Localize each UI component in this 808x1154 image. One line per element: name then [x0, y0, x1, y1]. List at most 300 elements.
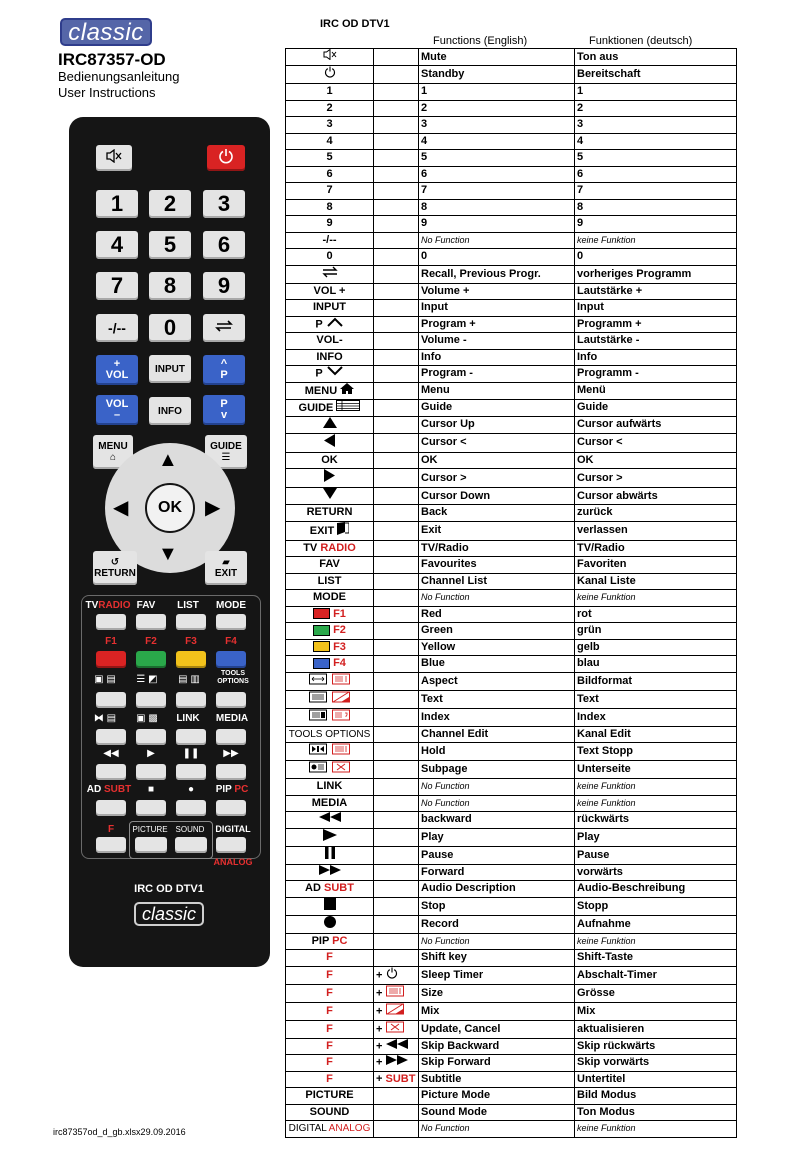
rewind-icon: ◀◀ [103, 748, 119, 759]
modifier-cell [374, 540, 419, 557]
function-english: Subpage [419, 761, 575, 779]
modifier-cell [374, 333, 419, 350]
remote-label-f: F [107, 824, 115, 835]
function-german: Shift-Taste [575, 950, 737, 967]
home-icon [340, 383, 354, 399]
modifier-label-red: SUBT [385, 1072, 416, 1085]
key-cell [286, 639, 374, 656]
table-row [286, 300, 737, 317]
remote-mode-button[interactable] [216, 614, 246, 630]
modifier-cell [374, 690, 419, 708]
remote-label-fav: FAV [136, 600, 156, 611]
table-row [286, 557, 737, 574]
key-label: MENU [304, 384, 338, 397]
key-label-red: F [326, 951, 333, 964]
remote-key-6[interactable]: 6 [203, 231, 245, 259]
function-english: Update, Cancel [419, 1020, 575, 1038]
function-english: Cursor < [419, 433, 575, 452]
modifier-cell [374, 1121, 419, 1138]
table-row [286, 795, 737, 812]
function-german: Skip vorwärts [575, 1055, 737, 1072]
remote-label-list: LIST [177, 600, 199, 611]
function-german: Bild Modus [575, 1088, 737, 1105]
key-cell [286, 779, 374, 796]
key-cell [286, 66, 374, 84]
function-german: Skip rückwärts [575, 1038, 737, 1055]
key-cell [286, 1038, 374, 1055]
column-header-german: Funktionen (deutsch) [589, 35, 693, 47]
table-row [286, 1020, 737, 1038]
key-label: 7 [326, 184, 333, 197]
key-label: 8 [326, 200, 333, 213]
modifier-cell [374, 433, 419, 452]
function-english: backward [419, 812, 575, 829]
table-row [286, 521, 737, 540]
function-german: keine Funktion [575, 1121, 737, 1138]
model-title: IRC87357-OD [58, 50, 166, 69]
table-row [286, 150, 737, 167]
color-swatch [313, 658, 330, 669]
remote-pause-button[interactable] [176, 764, 206, 780]
key-label: 1 [326, 85, 333, 98]
key-cell [286, 708, 374, 726]
remote-rewind-button[interactable] [96, 764, 126, 780]
modifier-cell [374, 349, 419, 366]
arrow-up-icon [323, 417, 337, 433]
exit-icon [337, 522, 349, 540]
rewind-icon [319, 812, 341, 827]
function-german: vorwärts [575, 864, 737, 881]
modifier-cell [374, 1055, 419, 1072]
remote-key-8[interactable]: 8 [149, 272, 191, 300]
modifier-cell [374, 761, 419, 779]
key-label: PIP [311, 934, 330, 947]
modifier-cell [374, 933, 419, 950]
function-german: keine Funktion [575, 933, 737, 950]
remote-program-down-button[interactable] [203, 395, 245, 425]
remote-f-button[interactable] [96, 837, 126, 853]
function-german: Cursor aufwärts [575, 416, 737, 433]
key-label: F2 [333, 624, 346, 637]
table-row [286, 1104, 737, 1121]
text-icon: ☰ ◩ [136, 674, 158, 685]
remote-info-button[interactable]: INFO [149, 397, 191, 425]
function-german: 3 [575, 117, 737, 134]
function-english: Back [419, 505, 575, 522]
remote-brand-logo: classic [134, 902, 204, 926]
plus-sign: + [376, 986, 383, 999]
function-german: Grösse [575, 984, 737, 1002]
remote-aspect-button[interactable] [96, 692, 126, 708]
modifier-cell [374, 557, 419, 574]
function-german: Lautstärke - [575, 333, 737, 350]
key-cell [286, 150, 374, 167]
key-cell [286, 557, 374, 574]
function-german: Cursor < [575, 433, 737, 452]
key-cell [286, 521, 374, 540]
play-icon [323, 829, 337, 846]
remote-return-button[interactable] [93, 551, 137, 585]
function-english: Yellow [419, 639, 575, 656]
key-label-red: F [326, 1056, 333, 1069]
key-cell [286, 897, 374, 915]
remote-ok-button[interactable]: OK [145, 483, 195, 533]
function-english: Mix [419, 1002, 575, 1020]
function-english: Green [419, 623, 575, 640]
key-label: MEDIA [311, 796, 348, 809]
modifier-cell [374, 316, 419, 333]
key-cell [286, 183, 374, 200]
remote-label-f2: F2 [145, 636, 157, 647]
remote-label-picture: PICTURE [132, 825, 168, 834]
function-german: Favoriten [575, 557, 737, 574]
function-german: keine Funktion [575, 590, 737, 607]
function-english: No Function [419, 779, 575, 796]
function-german: Programm + [575, 316, 737, 333]
function-english: No Function [419, 795, 575, 812]
function-english: Text [419, 690, 575, 708]
function-english: OK [419, 452, 575, 469]
key-label: LIST [317, 574, 342, 587]
table-row [286, 708, 737, 726]
key-cell [286, 433, 374, 452]
remote-power-button[interactable] [207, 145, 245, 171]
key-label: 3 [326, 118, 333, 131]
function-english: 2 [419, 100, 575, 117]
remote-vol-down-button[interactable] [96, 395, 138, 425]
remote-vol-up-button[interactable] [96, 355, 138, 385]
pause-icon [324, 847, 336, 864]
table-row [286, 66, 737, 84]
guide-icon [336, 400, 360, 416]
function-german: keine Funktion [575, 232, 737, 249]
table-title: IRC OD DTV1 [320, 18, 390, 30]
modifier-cell [374, 49, 419, 66]
function-german: 4 [575, 133, 737, 150]
function-german: blau [575, 656, 737, 673]
function-german: keine Funktion [575, 795, 737, 812]
table-row [286, 505, 737, 522]
hold-icon: ⧓ ▤ [93, 713, 117, 724]
modifier-cell [374, 1104, 419, 1121]
modifier-cell [374, 1002, 419, 1020]
remote-exit-label: EXIT [214, 568, 238, 579]
arrow-right-icon[interactable]: ▶ [205, 497, 221, 519]
key-label: FAV [319, 558, 340, 571]
rewind-icon [386, 1039, 408, 1054]
key-cell [286, 1020, 374, 1038]
table-row [286, 488, 737, 505]
text-icon [309, 691, 351, 708]
modifier-cell [374, 708, 419, 726]
key-label: F3 [333, 640, 346, 653]
function-english: 5 [419, 150, 575, 167]
remote-exit-button[interactable] [205, 551, 247, 585]
modifier-cell [374, 639, 419, 656]
remote-label-analog: ANALOG [213, 857, 253, 867]
chevron-up-icon: ^ [220, 358, 228, 370]
stop-icon: ■ [147, 784, 155, 795]
function-german: Untertitel [575, 1071, 737, 1088]
remote-key-1[interactable]: 1 [96, 190, 138, 218]
table-row [286, 606, 737, 623]
function-english: Cursor Down [419, 488, 575, 505]
color-swatch [313, 625, 330, 636]
modifier-cell [374, 915, 419, 933]
function-english: Standby [419, 66, 575, 84]
function-english: No Function [419, 590, 575, 607]
key-cell [286, 49, 374, 66]
function-english: Cursor > [419, 469, 575, 488]
remote-pip-button[interactable] [216, 800, 246, 816]
remote-picture-button[interactable] [135, 837, 167, 853]
key-label: TOOLS OPTIONS [288, 728, 371, 740]
remote-label-mode: MODE [216, 600, 246, 611]
remote-red-button[interactable] [96, 651, 126, 668]
modifier-cell [374, 100, 419, 117]
plus-sign: + [376, 1022, 383, 1035]
remote-mute-button[interactable] [96, 145, 132, 171]
record-icon [324, 916, 336, 933]
key-cell [286, 100, 374, 117]
plus-sign: + [376, 968, 383, 981]
function-german: 6 [575, 166, 737, 183]
remote-ad-button[interactable] [96, 800, 126, 816]
guide-icon: ☰ [221, 452, 231, 463]
table-row [286, 881, 737, 898]
key-cell [286, 452, 374, 469]
mix-icon [386, 1003, 404, 1020]
key-cell [286, 416, 374, 433]
function-english: Size [419, 984, 575, 1002]
remote-label-media: MEDIA [215, 713, 249, 724]
remote-tv-radio-button[interactable] [96, 614, 126, 630]
key-cell [286, 606, 374, 623]
key-label: 4 [326, 134, 333, 147]
modifier-cell [374, 984, 419, 1002]
modifier-cell [374, 183, 419, 200]
remote-recall-button[interactable] [203, 314, 245, 342]
key-label: RETURN [306, 506, 353, 519]
function-english: Play [419, 828, 575, 846]
arrow-down-icon[interactable]: ▼ [158, 543, 178, 565]
remote-program-up-button[interactable] [203, 355, 245, 385]
size-icon [386, 985, 404, 1002]
key-label: GUIDE [298, 401, 334, 414]
key-label: TV [303, 541, 318, 554]
table-row [286, 399, 737, 416]
key-label: OK [321, 453, 338, 466]
table-row [286, 249, 737, 266]
function-german: Ton aus [575, 49, 737, 66]
modifier-cell [374, 743, 419, 761]
modifier-cell [374, 505, 419, 522]
table-row [286, 232, 737, 249]
table-row [286, 812, 737, 829]
color-swatch [313, 608, 330, 619]
table-row [286, 452, 737, 469]
arrow-down-icon [323, 488, 337, 504]
table-row [286, 1121, 737, 1138]
table-row [286, 316, 737, 333]
arrow-right-icon [324, 469, 335, 487]
remote-sound-button[interactable] [175, 837, 207, 853]
remote-fav-button[interactable] [136, 614, 166, 630]
key-cell [286, 726, 374, 743]
function-english: 7 [419, 183, 575, 200]
remote-key-7[interactable]: 7 [96, 272, 138, 300]
function-german: 9 [575, 216, 737, 233]
home-icon: ⌂ [109, 452, 117, 463]
stop-icon [324, 898, 336, 915]
column-header-english: Functions (English) [433, 35, 528, 47]
remote-key-2[interactable]: 2 [149, 190, 191, 218]
remote-yellow-button[interactable] [176, 651, 206, 668]
remote-forward-button[interactable] [216, 764, 246, 780]
remote-label-ad-subt: AD SUBT [86, 784, 132, 795]
remote-media-button[interactable] [216, 729, 246, 745]
table-row [286, 590, 737, 607]
key-label: VOL- [316, 334, 343, 347]
key-cell [286, 216, 374, 233]
remote-key-3[interactable]: 3 [203, 190, 245, 218]
modifier-cell [374, 488, 419, 505]
modifier-cell [374, 828, 419, 846]
index-icon [309, 709, 351, 726]
function-english: Input [419, 300, 575, 317]
function-german: Programm - [575, 366, 737, 383]
key-label-red: SUBT [324, 882, 354, 895]
arrow-left-icon[interactable]: ◀ [113, 497, 129, 519]
modifier-cell [374, 117, 419, 134]
modifier-cell [374, 656, 419, 673]
key-label: 6 [326, 167, 333, 180]
function-english: Sleep Timer [419, 966, 575, 984]
function-german: Kanal Edit [575, 726, 737, 743]
key-label-red: F [326, 1004, 333, 1017]
function-english: Red [419, 606, 575, 623]
hold-icon [309, 743, 351, 760]
minus-icon: – [113, 409, 121, 421]
table-row [286, 349, 737, 366]
remote-text-button[interactable] [136, 692, 166, 708]
key-cell [286, 249, 374, 266]
remote-label-f1: F1 [105, 636, 117, 647]
arrow-left-icon [324, 434, 335, 452]
remote-hold-button[interactable] [96, 729, 126, 745]
modifier-cell [374, 795, 419, 812]
remote-key-0[interactable]: 0 [149, 314, 191, 342]
key-label: 5 [326, 151, 333, 164]
function-english: Picture Mode [419, 1088, 575, 1105]
function-english: Mute [419, 49, 575, 66]
remote-index-button[interactable] [176, 692, 206, 708]
key-label-red: F [326, 1022, 333, 1035]
key-label: EXIT [309, 524, 335, 537]
remote-key-9[interactable]: 9 [203, 272, 245, 300]
function-english: Info [419, 349, 575, 366]
key-cell [286, 300, 374, 317]
remote-subpage-button[interactable] [136, 729, 166, 745]
function-english: Favourites [419, 557, 575, 574]
table-row [286, 117, 737, 134]
remote-list-button[interactable] [176, 614, 206, 630]
function-table-body [286, 49, 737, 1138]
power-icon [386, 967, 398, 984]
key-cell [286, 265, 374, 283]
key-label: AD [305, 882, 321, 895]
key-cell [286, 672, 374, 690]
key-label-red: F [326, 986, 333, 999]
modifier-cell [374, 726, 419, 743]
function-english: Menu [419, 382, 575, 399]
remote-link-button[interactable] [176, 729, 206, 745]
table-row [286, 623, 737, 640]
function-german: Bildformat [575, 672, 737, 690]
function-german: Unterseite [575, 761, 737, 779]
subtitle-english: User Instructions [58, 85, 156, 100]
remote-green-button[interactable] [136, 651, 166, 668]
function-english: TV/Radio [419, 540, 575, 557]
key-cell [286, 366, 374, 383]
remote-input-button[interactable]: INPUT [149, 355, 191, 383]
remote-blue-button[interactable] [216, 651, 246, 668]
remote-tools-button[interactable] [216, 692, 246, 708]
table-row [286, 864, 737, 881]
remote-key-4[interactable]: 4 [96, 231, 138, 259]
table-row [286, 743, 737, 761]
remote-vol-label: VOL [105, 369, 129, 381]
recall-icon [213, 319, 235, 338]
table-row [286, 933, 737, 950]
function-german: Bereitschaft [575, 66, 737, 84]
remote-stop-button[interactable] [136, 800, 166, 816]
key-cell [286, 117, 374, 134]
fast-forward-icon: ▶▶ [223, 748, 239, 759]
function-english: Program + [419, 316, 575, 333]
modifier-cell [374, 881, 419, 898]
modifier-cell [374, 1088, 419, 1105]
key-label-red: F [326, 1039, 333, 1052]
remote-digital-button[interactable] [216, 837, 246, 853]
modifier-cell [374, 366, 419, 383]
function-english: Program - [419, 366, 575, 383]
function-german: aktualisieren [575, 1020, 737, 1038]
key-cell [286, 199, 374, 216]
modifier-cell [374, 265, 419, 283]
table-row [286, 1002, 737, 1020]
remote-key-dash[interactable]: -/-- [96, 314, 138, 342]
plus-sign: + [376, 1004, 383, 1017]
key-label-red: F [326, 1072, 333, 1085]
table-row [286, 469, 737, 488]
function-english: Blue [419, 656, 575, 673]
table-row [286, 1055, 737, 1072]
pause-icon: ❚❚ [182, 748, 200, 759]
cancel-icon [386, 1021, 404, 1038]
modifier-cell [374, 1020, 419, 1038]
table-row [286, 283, 737, 300]
remote-play-button[interactable] [136, 764, 166, 780]
plus-sign: + [376, 1039, 383, 1052]
key-cell [286, 166, 374, 183]
table-row [286, 672, 737, 690]
remote-key-5[interactable]: 5 [149, 231, 191, 259]
arrow-up-icon[interactable]: ▲ [158, 449, 178, 471]
key-cell [286, 382, 374, 399]
remote-record-button[interactable] [176, 800, 206, 816]
exit-icon: ▰ [222, 557, 230, 568]
